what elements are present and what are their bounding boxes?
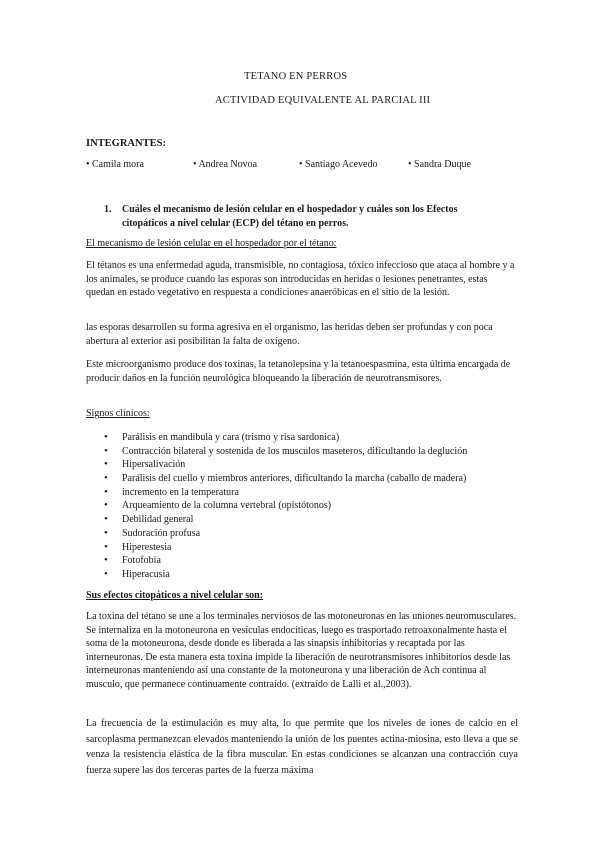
list-item: • Parálisis en mandibula y cara (trismo y risa sardonica) bbox=[104, 431, 467, 445]
member-name: • Andrea Novoa bbox=[193, 159, 258, 170]
member-name: • Camila mora bbox=[86, 159, 144, 170]
signs-heading: Signos clínicos: bbox=[86, 408, 150, 419]
list-item: • Fotofobia bbox=[104, 554, 467, 568]
list-item: • Hiperacusia bbox=[104, 568, 467, 582]
member-name: • Sandra Duque bbox=[408, 159, 471, 170]
question-text: Cuáles el mecanismo de lesión celular en el hospedador y cuáles son los Efectos bbox=[122, 204, 458, 215]
question-number: 1. bbox=[104, 204, 112, 215]
paragraph: La toxina del tétano se une a los terminales nerviosos de las motoneuronas en las uniones neuromusculares. Se internaliza en la motoneurona en vesículas endocíticas, luego es trasportado retroaxonalmente hasta el soma de la motoneurona, desde donde es liberada a las sinapsis inhibitorias y recaptada por las interneuronas. De esta manera esta toxina impide la liberación de neurotransmisores inhibitorios desde las interneuronas manteniendo así una constante de la motoneurona y una liberación de Ach continua al musculo, que permanece continuamente contraído. (extraído de Lalli et al.,2003). bbox=[86, 611, 517, 690]
list-item: • Arqueamiento de la columna vertebral (opistótonos) bbox=[104, 499, 467, 513]
paragraph: La frecuencia de la estimulación es muy alta, lo que permite que los niveles de iones de calcio en el sarcoplasma permanezcan elevados manteniendo la unión de los puentes actina-miosina, esto lleva a que se venza la resistencia elástica de la fibra muscular. En estas condiciones se alcanzan una contracción cuya fuerza supere las dos terceras partes de la fuerza máxima bbox=[86, 718, 518, 776]
list-item: • Debilidad general bbox=[104, 513, 467, 527]
section-heading: Sus efectos citopáticos a nivel celular son: bbox=[86, 590, 264, 601]
integrantes-label: INTEGRANTES: bbox=[86, 138, 166, 149]
list-item: • Sudoración profusa bbox=[104, 527, 467, 541]
list-item: • incremento en la temperatura bbox=[104, 486, 467, 500]
question-text: citopáticos a nivel celular (ECP) del tétano en perros. bbox=[122, 218, 349, 229]
list-item: • Parálisis del cuello y miembros anteriores, dificultando la marcha (caballo de madera) bbox=[104, 472, 467, 486]
section-heading: El mecanismo de lesión celular en el hospedador por el tétano: bbox=[86, 238, 337, 249]
member-name: • Santiago Acevedo bbox=[299, 159, 378, 170]
doc-title: TETANO EN PERROS bbox=[244, 71, 348, 82]
paragraph: las esporas desarrollen su forma agresiva en el organismo, las heridas deben ser profundas y con poca abertura al exterior así posibilitan la falta de oxígeno. bbox=[86, 322, 493, 347]
list-item: • Hipersalivación bbox=[104, 458, 467, 472]
paragraph: El tétanos es una enfermedad aguda, transmisible, no contagiosa, tóxico infeccioso que ataca al hombre y a los animales, se produce cuando las esporas son introducidas en heridas o lesiones penetrantes, estas quedan en estado vegetativo en respuesta a condiciones anaeróbicas en el sitio de la lesión. bbox=[86, 260, 515, 299]
list-item: • Hiperestesia bbox=[104, 541, 467, 555]
doc-subtitle: ACTIVIDAD EQUIVALENTE AL PARCIAL III bbox=[215, 95, 431, 106]
signs-list bbox=[104, 431, 467, 582]
paragraph: Este microorganismo produce dos toxinas, la tetanolepsina y la tetanoespasmina, esta última encargada de producir daños en la función neurológica bloqueando la liberación de neurotransmisores. bbox=[86, 359, 511, 384]
list-item: • Contracción bilateral y sostenida de los musculos maseteros, dificultando la deglución bbox=[104, 445, 467, 459]
